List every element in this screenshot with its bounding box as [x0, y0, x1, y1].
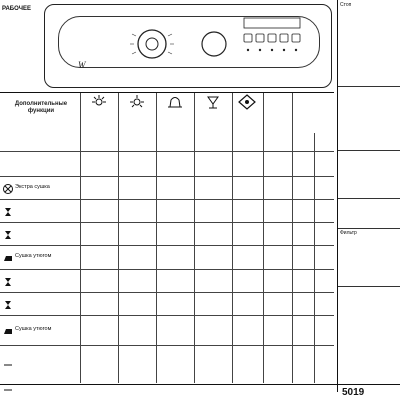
header-block [2, 4, 46, 88]
table-row [0, 222, 334, 245]
functions-header: Дополнительные функции [14, 101, 68, 114]
instruction-block [340, 2, 400, 86]
instruction-block [340, 200, 400, 228]
hourglass-icon [2, 298, 14, 316]
hanger-shirt-icon [118, 93, 156, 111]
function-col [263, 93, 292, 151]
table-row [0, 176, 334, 199]
cross-circle-icon [2, 182, 14, 200]
footer [0, 384, 400, 401]
instruction-block [340, 88, 400, 150]
glass-icon [194, 93, 232, 111]
dash-icon [2, 358, 14, 376]
table-row [0, 199, 334, 222]
function-col [80, 93, 118, 151]
bell-icon [156, 93, 194, 111]
settings-table [0, 92, 334, 383]
hourglass-icon [2, 205, 14, 223]
row-label: Сушка утюгом [15, 326, 52, 332]
diamond-icon [232, 93, 263, 111]
hourglass-icon [2, 228, 14, 246]
instruction-title: Фильтр [340, 230, 357, 236]
header-title-1: РАБОЧЕЕ [2, 6, 32, 12]
svg-text:W: W [78, 60, 86, 70]
table-row [0, 245, 334, 269]
cotton-shirt-icon [80, 93, 118, 111]
row-label: Сушка утюгом [15, 253, 52, 259]
control-panel-art [44, 4, 334, 90]
function-col [292, 93, 334, 133]
function-col [194, 93, 232, 151]
row-label: Экстра сушка [15, 183, 50, 190]
instruction-block [340, 230, 400, 286]
function-col [156, 93, 194, 151]
instruction-block [340, 288, 400, 384]
table-row [0, 292, 334, 315]
function-col [118, 93, 156, 151]
page-code: 5019 [342, 387, 365, 398]
instruction-title: Стоп [340, 2, 352, 8]
iron-icon [2, 251, 14, 269]
instruction-block [340, 152, 400, 198]
function-col [232, 93, 263, 151]
table-row [0, 315, 334, 345]
table-row [0, 345, 334, 383]
iron-icon [2, 324, 14, 342]
table-row [0, 269, 334, 292]
instructions-column [337, 0, 400, 392]
hourglass-icon [2, 275, 14, 293]
